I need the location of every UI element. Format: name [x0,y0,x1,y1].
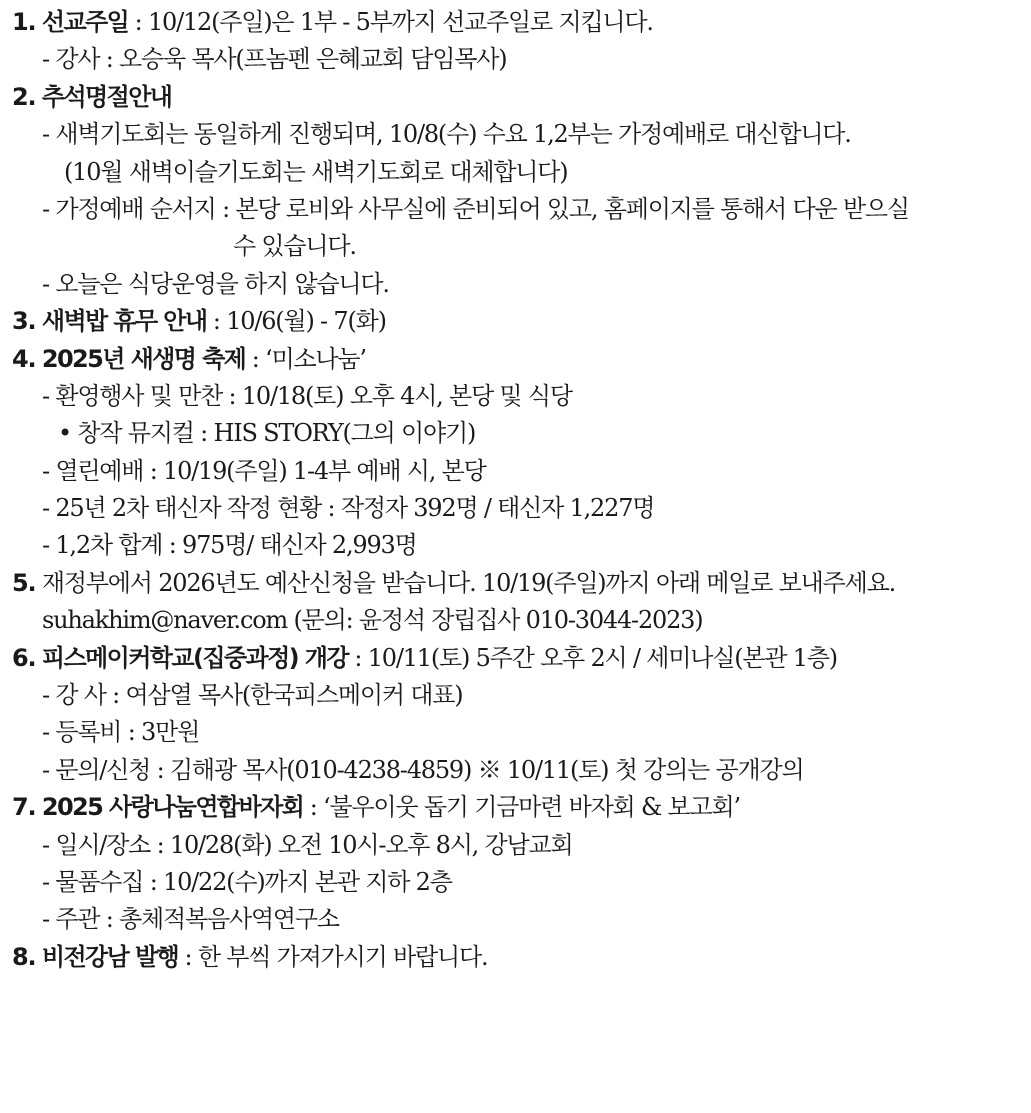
item-title: 비전강남 발행 [41,942,179,971]
item-title: 피스메이커학교(집중과정) 개강 [41,643,348,672]
item-number: 7. [12,793,36,822]
announcement-2-detail: 수 있습니다. [233,232,356,261]
announcement-list [12,4,1024,976]
announcement-2-detail: - 새벽기도회는 동일하게 진행되며, 10/8(수) 수요 1,2부는 가정예배로 대신합니다. [42,120,851,149]
item-text: : 10/11(토) 5주간 오후 2시 / 세미나실(본관 1층) [347,643,837,672]
announcement-5-heading [12,565,1024,602]
item-text: : 10/6(월) - 7(화) [206,307,386,336]
announcement-2-heading [12,79,1024,116]
announcement-8-heading [12,939,1024,976]
item-title: 새벽밥 휴무 안내 [41,307,207,336]
item-text: : 한 부씩 가져가시기 바랍니다. [178,942,488,971]
item-number: 6. [12,643,36,672]
announcement-1-heading [12,4,1024,41]
announcement-5-contact: suhakhim@naver.com (문의: 윤정석 장립집사 010-3044-2023) [42,606,703,635]
item-title: 선교주일 [41,8,129,36]
item-text: 재정부에서 2026년도 예산신청을 받습니다. 10/19(주일)까지 아래 메일로 보내주세요. [35,568,895,597]
announcement-2-detail: (10월 새벽이슬기도회는 새벽기도회로 대체합니다) [64,157,568,186]
announcement-6-detail: - 문의/신청 : 김해광 목사(010-4238-4859) ※ 10/11(토) 첫 강의는 공개강의 [42,755,804,784]
item-text: : ‘미소나눔’ [245,344,366,373]
announcement-4-detail: - 25년 2차 태신자 작정 현황 : 작정자 392명 / 태신자 1,227명 [42,494,655,523]
announcement-7-heading [12,789,1024,826]
item-number: 1. [12,8,36,36]
item-title: 2025 사랑나눔연합바자회 [41,793,304,822]
announcement-7-detail: - 일시/장소 : 10/28(화) 오전 10시-오후 8시, 강남교회 [42,830,573,859]
item-number: 5. [12,568,36,597]
item-number: 4. [12,344,36,373]
announcement-4-bullet: • 창작 뮤지컬 : HIS STORY(그의 이야기) [58,419,476,448]
announcement-1-detail: - 강사 : 오승욱 목사(프놈펜 은혜교회 담임목사) [42,45,507,74]
announcement-6-detail: - 등록비 : 3만원 [42,718,200,747]
announcement-2-detail: - 가정예배 순서지 : 본당 로비와 사무실에 준비되어 있고, 홈페이지를 통해서 다운 받으실 [42,194,909,223]
item-number: 8. [12,942,36,971]
item-title: 2025년 새생명 축제 [41,344,246,373]
item-text: : ‘불우이웃 돕기 기금마련 바자회 & 보고회’ [303,793,740,822]
announcement-4-detail: - 1,2차 합계 : 975명/ 태신자 2,993명 [42,531,417,560]
announcement-4-detail: - 환영행사 및 만찬 : 10/18(토) 오후 4시, 본당 및 식당 [42,381,572,410]
item-number: 3. [12,307,36,336]
announcement-6-detail: - 강 사 : 여삼열 목사(한국피스메이커 대표) [42,681,463,710]
item-text: : 10/12(주일)은 1부 - 5부까지 선교주일로 지킵니다. [128,8,653,36]
item-title: 추석명절안내 [41,82,172,111]
announcement-7-detail: - 물품수집 : 10/22(수)까지 본관 지하 2층 [42,867,452,896]
announcement-2-detail: - 오늘은 식당운영을 하지 않습니다. [42,269,389,298]
item-number: 2. [12,82,36,111]
announcement-4-detail: - 열린예배 : 10/19(주일) 1-4부 예배 시, 본당 [42,456,486,485]
announcement-3-heading [12,303,1024,340]
announcement-4-heading [12,341,1024,378]
announcement-6-heading [12,640,1024,677]
announcement-7-detail: - 주관 : 총체적복음사역연구소 [42,905,339,934]
